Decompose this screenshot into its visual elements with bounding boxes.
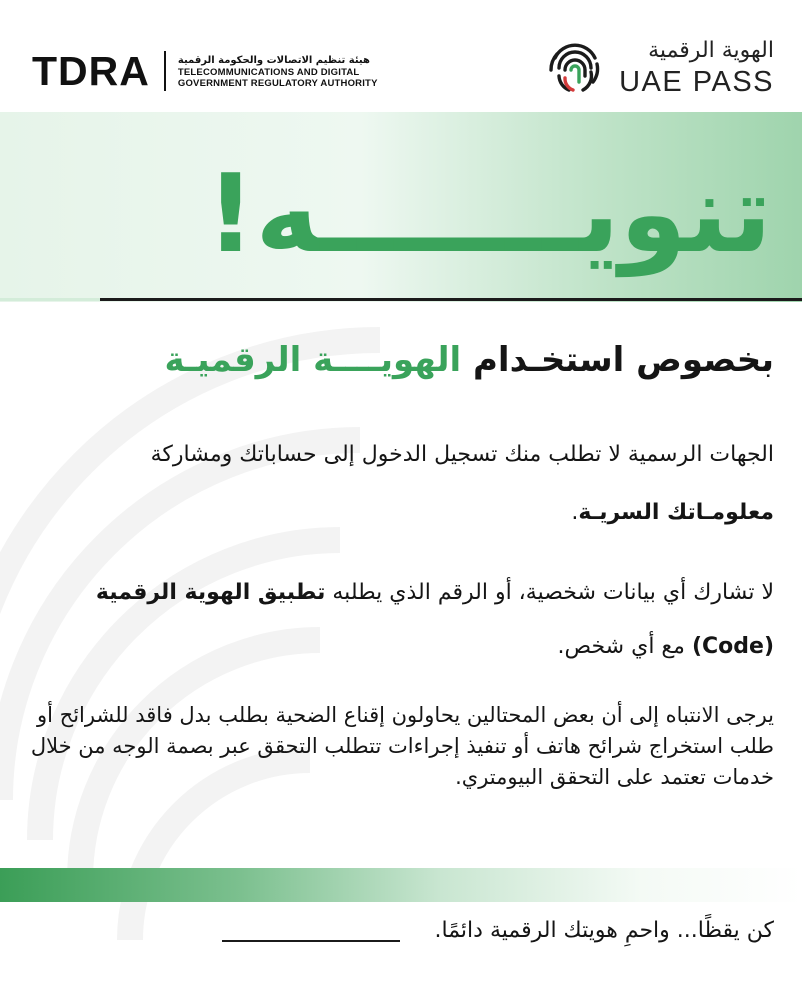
paragraph2-start: لا تشارك أي بيانات شخصية، أو الرقم الذي يطلبه bbox=[332, 580, 774, 605]
uaepass-name-en: UAE PASS bbox=[619, 66, 774, 98]
paragraph2-code: (Code) bbox=[691, 634, 774, 659]
paragraph1-bold: معلومـاتك السريـة bbox=[578, 500, 774, 525]
bottom-band bbox=[0, 868, 802, 902]
tdra-logo-separator bbox=[164, 51, 166, 91]
banner-underline-left bbox=[0, 298, 100, 301]
tdra-logo bbox=[32, 46, 378, 96]
subtitle bbox=[34, 340, 774, 380]
header bbox=[0, 0, 802, 120]
subtitle-lead: بخصوص استخـدام bbox=[473, 340, 774, 380]
tdra-name-en-line1: TELECOMMUNICATIONS AND DIGITAL bbox=[177, 66, 360, 78]
paragraph2-bold: تطبيق الهوية الرقمية bbox=[95, 580, 326, 605]
banner-title: تنويـــــــه! bbox=[205, 152, 772, 277]
slogan-underline bbox=[222, 940, 400, 942]
footer-slogan: كن يقظًا... واحمِ هويتك الرقمية دائمًا. bbox=[434, 918, 774, 943]
paragraph2-end: مع أي شخص. bbox=[557, 634, 685, 659]
tdra-name-en-line2: GOVERNMENT REGULATORY AUTHORITY bbox=[177, 77, 378, 89]
uaepass-logo bbox=[543, 36, 774, 100]
paragraph-official-entities bbox=[24, 426, 774, 542]
subtitle-accent: الهويــــة الرقميـة bbox=[164, 340, 462, 380]
uaepass-name bbox=[619, 37, 774, 99]
paragraph-fraud-warning: يرجى الانتباه إلى أن بعض المحتالين يحاولون إقناع الضحية بطلب بدل فاقد للشرائح أو طلب استخراج شرائح هاتف أو تنفيذ إجراءات تتطلب التحقق عبر بصمة الوجه من خلال خدمات تعتمد على التحقق البيومتري. bbox=[30, 703, 774, 789]
fingerprint-icon bbox=[543, 36, 607, 100]
banner-underline bbox=[100, 298, 802, 301]
paragraph1-end: . bbox=[571, 500, 579, 525]
uaepass-name-ar: الهوية الرقمية bbox=[648, 38, 774, 63]
tdra-name-ar: هيئة تنظيم الاتصالات والحكومة الرقمية bbox=[177, 54, 370, 66]
tdra-logo-word: TDRA bbox=[32, 47, 150, 94]
paragraph1-line1: الجهات الرسمية لا تطلب منك تسجيل الدخول إلى حساباتك ومشاركة bbox=[150, 442, 774, 467]
tdra-name bbox=[178, 54, 378, 89]
paragraph-do-not-share bbox=[24, 566, 774, 674]
